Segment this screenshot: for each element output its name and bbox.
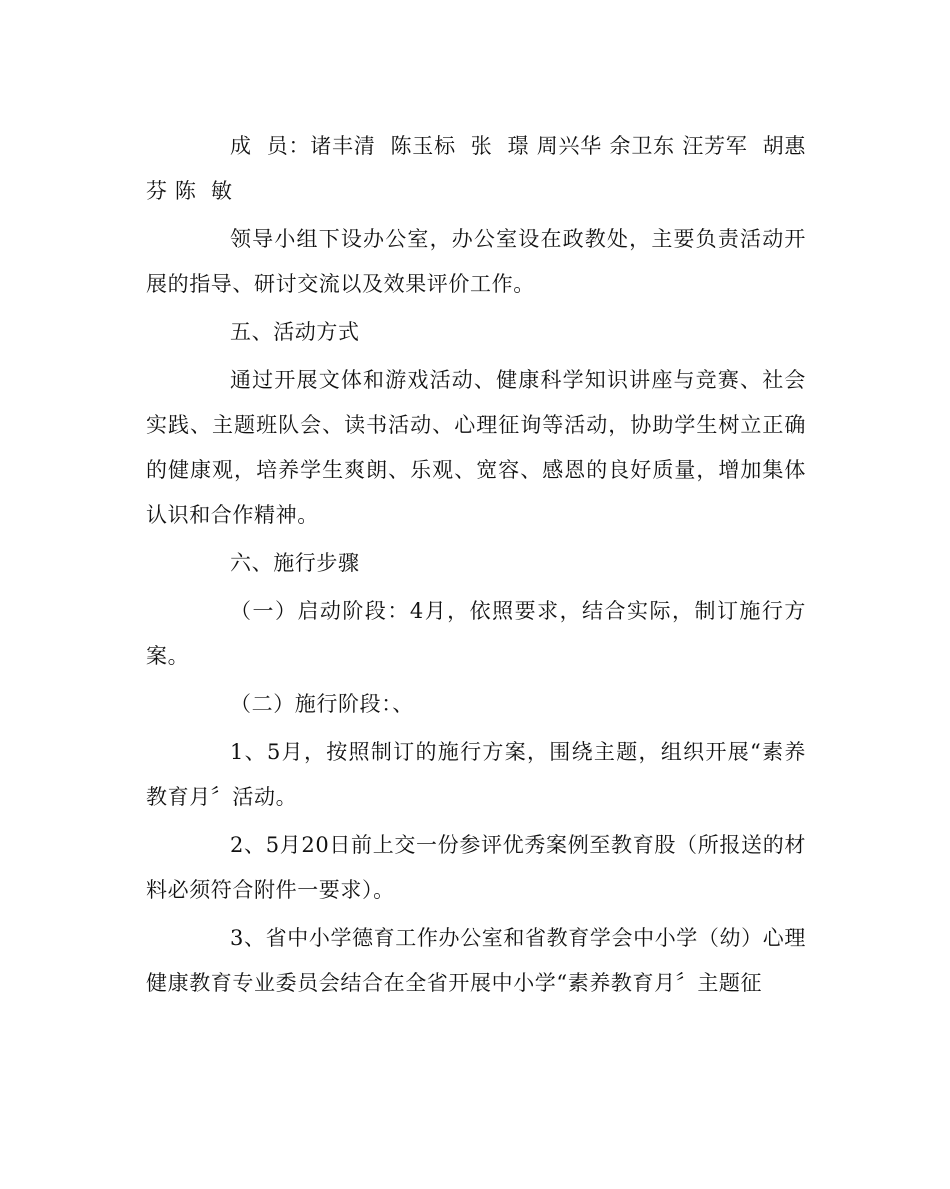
document-body: [146, 124, 806, 1006]
section-heading-implementation-steps: 六、施行步骤: [230, 551, 360, 575]
office-paragraph: 领导小组下设办公室，办公室设在政教处，主要负责活动开展的指导、研讨交流以及效果评价工作。: [146, 227, 806, 296]
step-1-paragraph: 1、5月，按照制订的施行方案，围绕主题，组织开展“素养教育月〞活动。: [146, 740, 806, 809]
implementation-stage-paragraph: （二）施行阶段：、: [230, 692, 414, 716]
section-heading-activity-method: 五、活动方式: [230, 320, 360, 344]
members-paragraph: 成 员：诸丰清 陈玉标 张 璟 周兴华 余卫东 汪芳军 胡惠芬 陈 敏: [146, 134, 806, 203]
launch-stage-paragraph: （一）启动阶段：4月，依照要求，结合实际，制订施行方案。: [146, 599, 806, 668]
step-3-paragraph: 3、省中小学德育工作办公室和省教育学会中小学（幼）心理健康教育专业委员会结合在全省开展中小学“素养教育月〞主题征: [146, 926, 806, 995]
activity-method-paragraph: 通过开展文体和游戏活动、健康科学知识讲座与竞赛、社会实践、主题班队会、读书活动、心理征询等活动，协助学生树立正确的健康观，培养学生爽朗、乐观、宽容、感恩的良好质量，增加集体认识和合作精神。: [146, 368, 806, 527]
step-2-paragraph: 2、5月20日前上交一份参评优秀案例至教育股（所报送的材料必须符合附件一要求）。: [146, 833, 806, 902]
